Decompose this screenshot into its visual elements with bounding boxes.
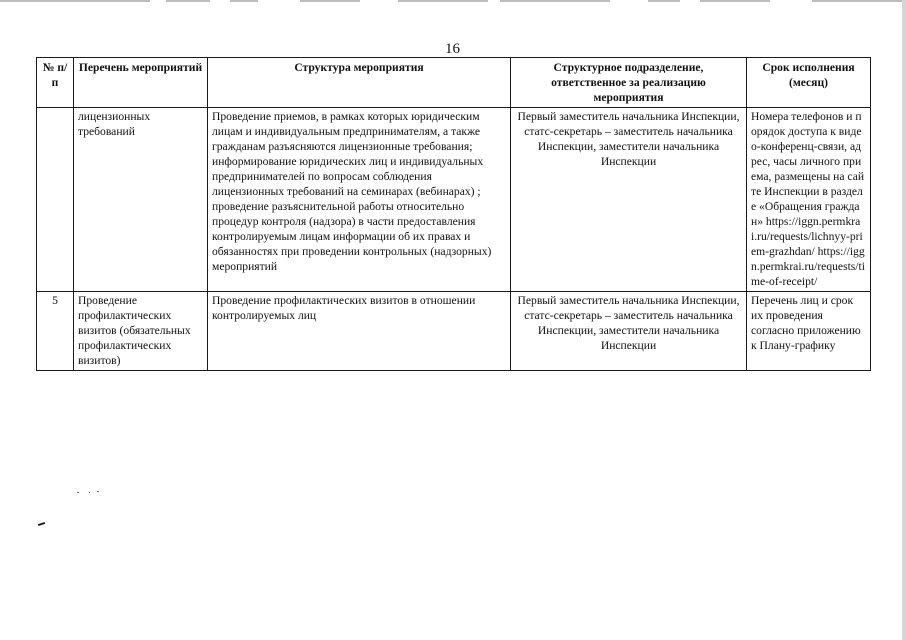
page-number: 16 [445,41,460,57]
row-deadline: Перечень лиц и срок их проведения согласно приложению к Плану-графику [747,292,871,371]
row-activity-name: Проведение профилактических визитов (обязательных профилактических визитов) [74,292,208,371]
header-responsible-unit: Структурное подразделение, ответственное за реализацию мероприятия [511,58,747,108]
row-deadline: Номера телефонов и порядок доступа к видео-конференц-связи, адрес, часы личного приема, размещены на сайте Инспекции в разделе «Обращения граждан» https://iggn.permkrai.ru/requests/lichnyy-priem-grazhdan/ https://iggn.permkrai.ru/requests/time-of-receipt/ [747,108,871,292]
table-header-row [37,58,871,108]
row-activity-structure: Проведение профилактических визитов в отношении контролируемых лиц [208,292,511,371]
table-row [37,108,871,292]
scan-edge-top [0,0,905,4]
table-row [37,292,871,371]
row-responsible-unit: Первый заместитель начальника Инспекции, статс-секретарь – заместитель начальника Инспекции, заместители начальника Инспекции [511,292,747,371]
header-activities-list: Перечень мероприятий [74,58,208,108]
row-number [37,108,74,292]
row-activity-structure: Проведение приемов, в рамках которых юридическим лицам и индивидуальным предпринимателям, а также гражданам разъясняются лицензионные требования; информирование юридических лиц и индивидуальных предпринимателей по вопросам соблюдения лицензионных требований на семинарах (вебинарах) ; проведение разъяснительной работы относительно процедур контроля (надзора) в части предоставления контролируемым лицам информации об их правах и обязанностях при проведении контрольных (надзорных) мероприятий [208,108,511,292]
header-deadline: Срок исполнения (месяц) [747,58,871,108]
row-number: 5 [37,292,74,371]
row-activity-name: лицензионных требований [74,108,208,292]
header-number: № п/п [37,58,74,108]
row-responsible-unit: Первый заместитель начальника Инспекции, статс-секретарь – заместитель начальника Инспекции, заместители начальника Инспекции [511,108,747,292]
header-activity-structure: Структура мероприятия [208,58,511,108]
activities-table [36,57,871,371]
